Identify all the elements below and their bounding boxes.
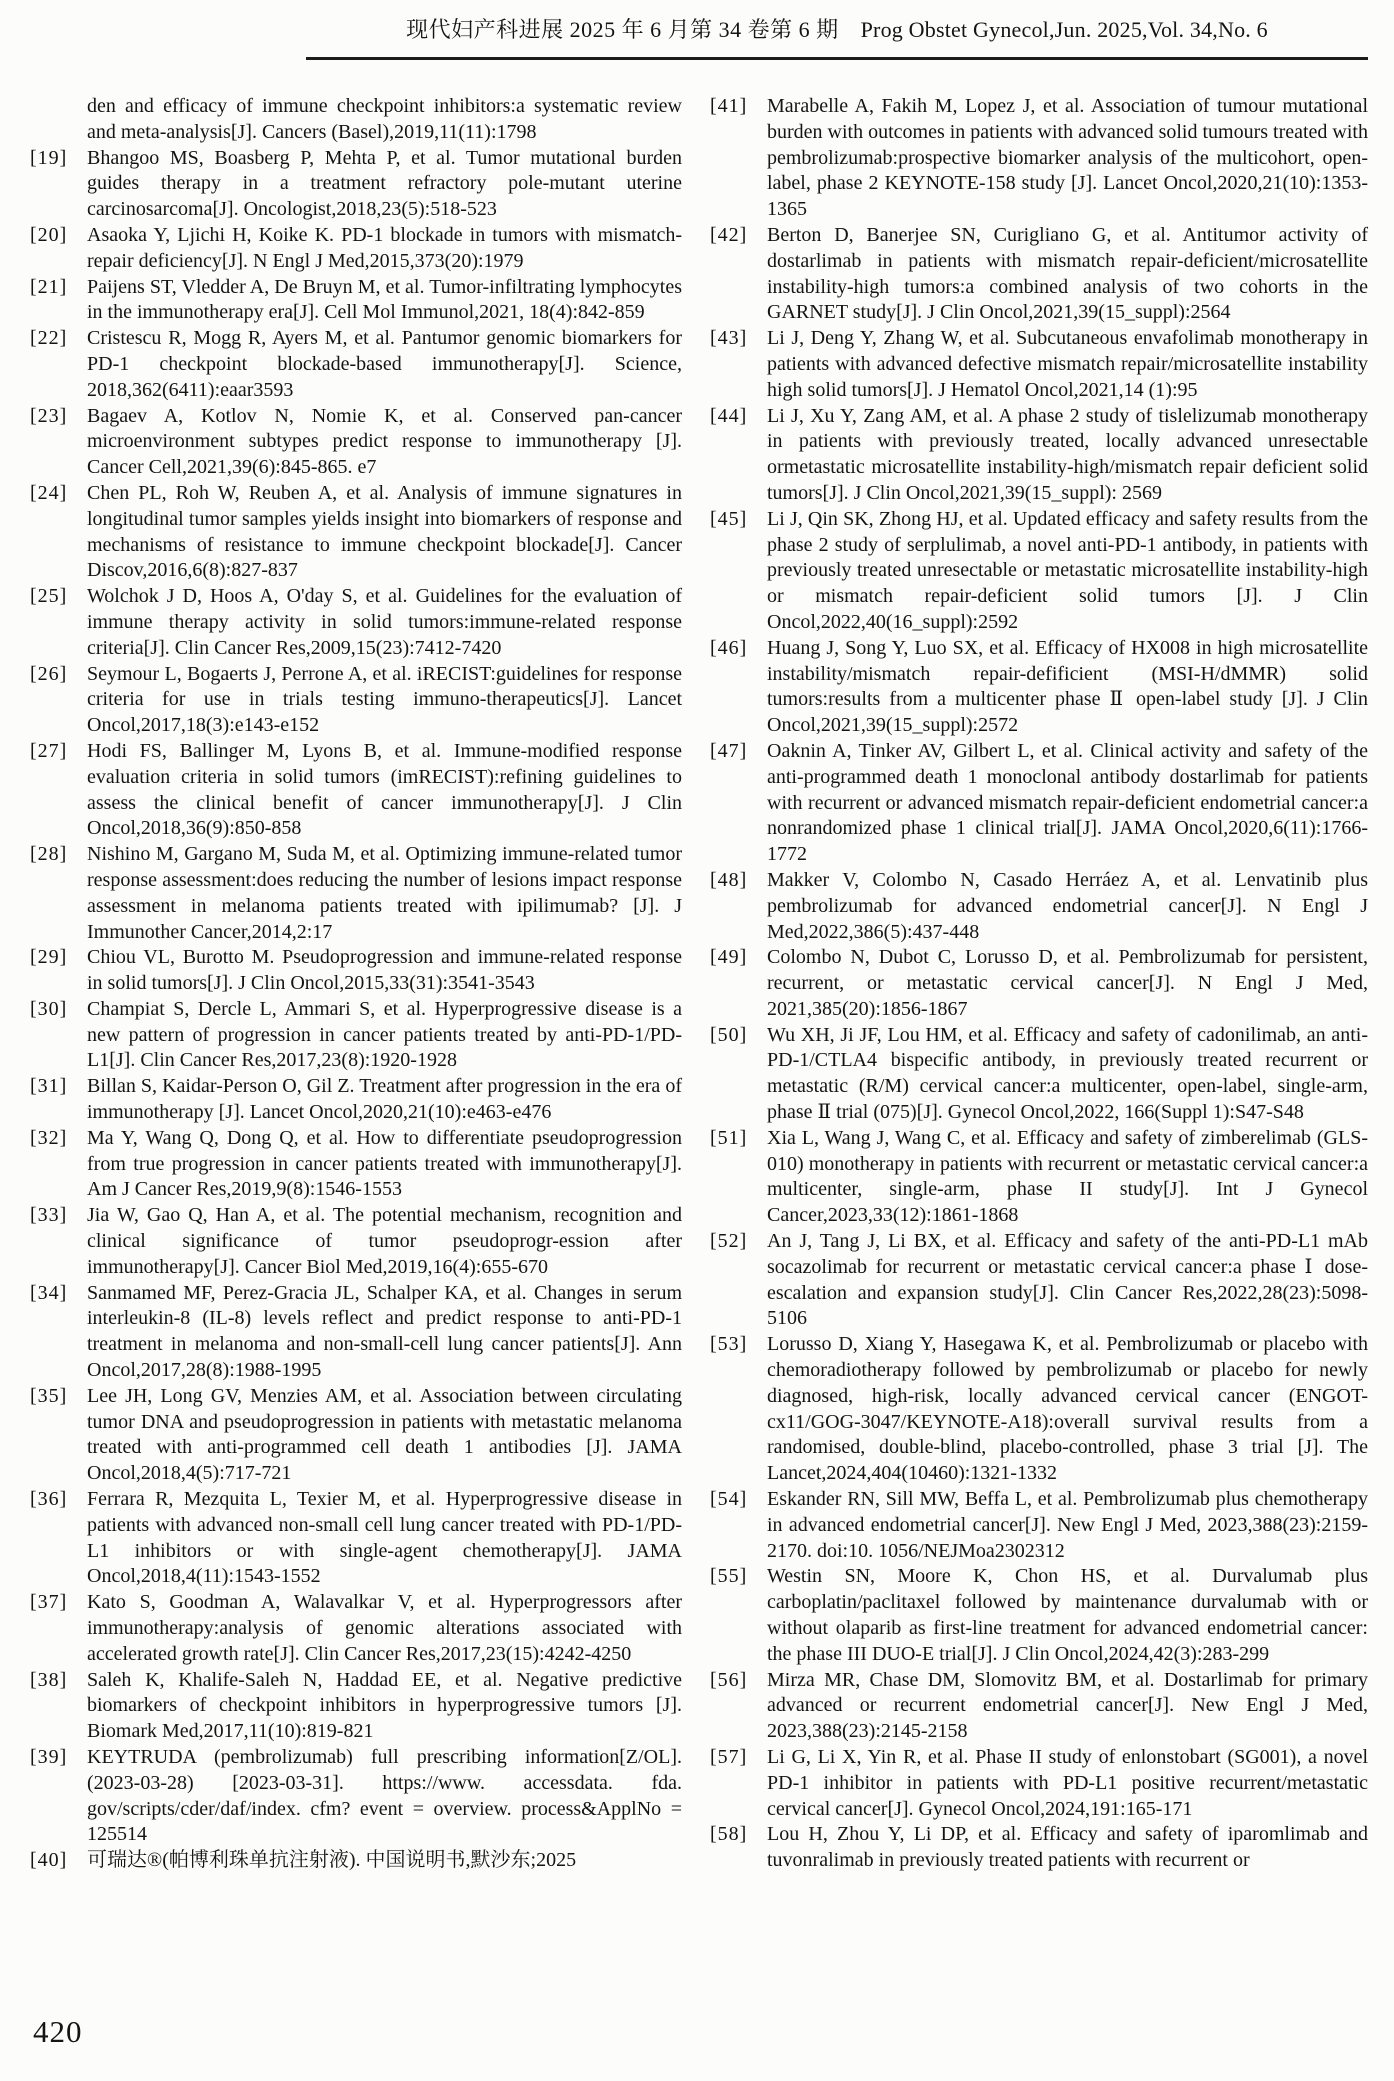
reference-text: Asaoka Y, Ljichi H, Koike K. PD-1 blockade in tumors with mismatch-repair deficiency[J]. N Engl J Med,2015,373(20):1979 [87, 223, 682, 272]
reference-item [710, 1126, 1368, 1229]
reference-text: Hodi FS, Ballinger M, Lyons B, et al. Immune-modified response evaluation criteria in solid tumors (imRECIST):refining guidelines to assess the clinical benefit of cancer immunotherapy[J]. J Clin Oncol,2018,36(9):850-858 [87, 739, 682, 840]
reference-item [30, 1848, 682, 1874]
reference-item [30, 326, 682, 403]
reference-number: [24] [30, 481, 68, 504]
reference-text: Lee JH, Long GV, Menzies AM, et al. Association between circulating tumor DNA and pseudoprogression in patients with metastatic melanoma treated with anti-programmed cell death 1 antibodies [J]. JAMA Oncol,2018,4(5):717-721 [87, 1384, 682, 1485]
reference-text: Nishino M, Gargano M, Suda M, et al. Optimizing immune-related tumor response assessment:does reducing the number of lesions impact response assessment in melanoma patients treated with ipilimumab? [J]. J Immunother Cancer,2014,2:17 [87, 843, 682, 943]
reference-number: [21] [30, 275, 68, 298]
reference-number: [58] [710, 1823, 748, 1846]
reference-number: [46] [710, 636, 748, 659]
reference-number: [33] [30, 1204, 68, 1227]
reference-number: [25] [30, 585, 68, 608]
reference-text: Berton D, Banerjee SN, Curigliano G, et al. Antitumor activity of dostarlimab in patients with mismatch repair-deficient/microsatellite instability-high tumors:a combined analysis of two cohorts in the GARNET study[J]. J Clin Oncol,2021,39(15_suppl):2564 [767, 223, 1368, 324]
reference-item [710, 1023, 1368, 1126]
reference-text: Sanmamed MF, Perez-Gracia JL, Schalper KA, et al. Changes in serum interleukin-8 (IL-8) levels reflect and predict response to anti-PD-1 treatment in melanoma and non-small-cell lung cancer patients[J]. Ann Oncol,2017,28(8):1988-1995 [87, 1281, 682, 1382]
reference-item [710, 1332, 1368, 1487]
reference-number: [40] [30, 1849, 68, 1872]
reference-item [710, 1745, 1368, 1822]
reference-item [30, 842, 682, 945]
reference-number: [23] [30, 404, 68, 427]
reference-item [710, 739, 1368, 868]
reference-text: Lou H, Zhou Y, Li DP, et al. Efficacy and safety of iparomlimab and tuvonralimab in previously treated patients with recurrent or [767, 1823, 1368, 1872]
reference-text: Eskander RN, Sill MW, Beffa L, et al. Pembrolizumab plus chemotherapy in advanced endometrial cancer[J]. New Engl J Med, 2023,388(23):2159-2170. doi:10. 1056/NEJMoa2302312 [767, 1488, 1368, 1562]
reference-item [30, 481, 682, 584]
reference-item [710, 636, 1368, 739]
reference-number: [30] [30, 997, 68, 1020]
reference-text: Champiat S, Dercle L, Ammari S, et al. Hyperprogressive disease is a new pattern of progression in cancer patients treated by anti-PD-1/PD-L1[J]. Clin Cancer Res,2017,23(8):1920-1928 [87, 997, 682, 1072]
reference-text: Li J, Qin SK, Zhong HJ, et al. Updated efficacy and safety results from the phase 2 study of serplulimab, a novel anti-PD-1 antibody, in patients with previously treated unresectable or metastatic microsatellite instability-high or mismatch repair-deficient solid tumors [J]. J Clin Oncol,2022,40(16_suppl):2592 [767, 507, 1368, 633]
reference-text: Huang J, Song Y, Luo SX, et al. Efficacy of HX008 in high microsatellite instability/mismatch repair-defificient (MSI-H/dMMR) solid tumors:results from a multicenter phase Ⅱ open-label study [J]. J Clin Oncol,2021,39(15_suppl):2572 [767, 636, 1368, 737]
reference-text: Paijens ST, Vledder A, De Bruyn M, et al. Tumor-infiltrating lymphocytes in the immunotherapy era[J]. Cell Mol Immunol,2021, 18(4):842-859 [87, 275, 682, 324]
reference-number: [32] [30, 1126, 68, 1149]
reference-number: [29] [30, 946, 68, 969]
reference-item [710, 1822, 1368, 1874]
reference-number: [52] [710, 1230, 748, 1253]
reference-number: [39] [30, 1746, 68, 1768]
reference-number: [53] [710, 1333, 748, 1356]
reference-text: den and efficacy of immune checkpoint inhibitors:a systematic review and meta-analysis[J]. Cancers (Basel),2019,11(11):1798 [87, 95, 682, 143]
reference-text: Lorusso D, Xiang Y, Hasegawa K, et al. Pembrolizumab or placebo with chemoradiotherapy followed by pembrolizumab or placebo for newly diagnosed, high-risk, locally advanced cervical cancer (ENGOT-cx11/GOG-3047/KEYNOTE-A18):overall survival results from a randomised, double-blind, placebo-controlled, phase 3 trial [J]. The Lancet,2024,404(10460):1321-1332 [767, 1333, 1368, 1485]
reference-number: [47] [710, 739, 748, 762]
reference-item [30, 1745, 682, 1848]
reference-number: [50] [710, 1023, 748, 1046]
reference-text: Xia L, Wang J, Wang C, et al. Efficacy and safety of zimberelimab (GLS-010) monotherapy in patients with recurrent or metastatic cervical cancer:a multicenter, single-arm, phase II study[J]. Int J Gynecol Cancer,2023,33(12):1861-1868 [767, 1126, 1368, 1227]
reference-text: 可瑞达®(帕博利珠单抗注射液). 中国说明书,默沙东;2025 [87, 1849, 577, 1872]
reference-number: [19] [30, 146, 68, 169]
reference-item [30, 404, 682, 481]
reference-text: Chen PL, Roh W, Reuben A, et al. Analysis of immune signatures in longitudinal tumor samples yields insight into biomarkers of response and mechanisms of resistance to immune checkpoint blockade[J]. Cancer Discov,2016,6(8):827-837 [87, 481, 682, 582]
reference-text: Oaknin A, Tinker AV, Gilbert L, et al. Clinical activity and safety of the anti-programmed death 1 monoclonal antibody dostarlimab for patients with recurrent or advanced mismatch repair-deficient endometrial cancer:a nonrandomized phase 1 clinical trial[J]. JAMA Oncol,2020,6(11):1766-1772 [767, 739, 1368, 866]
reference-item [710, 945, 1368, 1022]
reference-number: [45] [710, 507, 748, 530]
reference-item [710, 404, 1368, 507]
reference-text: Ferrara R, Mezquita L, Texier M, et al. Hyperprogressive disease in patients with advanced non-small cell lung cancer treated with PD-1/PD-L1 inhibitors or with single-agent chemotherapy[J]. JAMA Oncol,2018,4(11):1543-1552 [87, 1488, 682, 1588]
reference-text: KEYTRUDA (pembrolizumab) full prescribing information[Z/OL]. (2023-03-28) [2023-03-31]. https://www. accessdata. fda. gov/scripts/cder/daf/index. cfm? event = overview. process&ApplNo = 125514 [87, 1746, 682, 1846]
reference-text: Bhangoo MS, Boasberg P, Mehta P, et al. Tumor mutational burden guides therapy in a treatment refractory pole-mutant uterine carcinosarcoma[J]. Oncologist,2018,23(5):518-523 [87, 146, 682, 221]
reference-number: [28] [30, 843, 68, 866]
reference-number: [31] [30, 1075, 68, 1098]
reference-item [30, 662, 682, 739]
reference-number: [44] [710, 404, 748, 427]
reference-number: [34] [30, 1281, 68, 1304]
reference-number: [56] [710, 1668, 748, 1691]
reference-text: Wu XH, Ji JF, Lou HM, et al. Efficacy and safety of cadonilimab, an anti-PD-1/CTLA4 bispecific antibody, in previously treated recurrent or metastatic (R/M) cervical cancer:a multicenter, open-label, single-arm, phase Ⅱ trial (075)[J]. Gynecol Oncol,2022, 166(Suppl 1):S47-S48 [767, 1023, 1368, 1124]
reference-text: Billan S, Kaidar-Person O, Gil Z. Treatment after progression in the era of immunotherapy [J]. Lancet Oncol,2020,21(10):e463-e476 [87, 1075, 682, 1124]
reference-text: Chiou VL, Burotto M. Pseudoprogression and immune-related response in solid tumors[J]. J Clin Oncol,2015,33(31):3541-3543 [87, 946, 682, 995]
reference-item [30, 146, 682, 223]
reference-item [710, 223, 1368, 326]
reference-text: Cristescu R, Mogg R, Ayers M, et al. Pantumor genomic biomarkers for PD-1 checkpoint blockade-based immunotherapy[J]. Science, 2018,362(6411):eaar3593 [87, 327, 682, 401]
reference-text: Jia W, Gao Q, Han A, et al. The potential mechanism, recognition and clinical significance of tumor pseudoprogr-ession after immunotherapy[J]. Cancer Biol Med,2019,16(4):655-670 [87, 1204, 682, 1278]
reference-item [30, 1074, 682, 1126]
reference-item [30, 739, 682, 842]
references-right-column [710, 94, 1368, 1874]
reference-number: [48] [710, 868, 748, 891]
reference-number: [27] [30, 739, 68, 762]
reference-number: [35] [30, 1384, 68, 1407]
reference-item [30, 997, 682, 1074]
reference-number: [51] [710, 1126, 748, 1149]
reference-text: Kato S, Goodman A, Walavalkar V, et al. Hyperprogressors after immunotherapy:analysis of genomic alterations associated with accelerated growth rate[J]. Clin Cancer Res,2017,23(15):4242-4250 [87, 1591, 682, 1665]
reference-item [710, 1564, 1368, 1667]
reference-item [710, 1487, 1368, 1564]
reference-item [710, 507, 1368, 636]
reference-item [30, 1384, 682, 1487]
reference-item [30, 1590, 682, 1667]
reference-item [30, 275, 682, 327]
reference-item [710, 94, 1368, 223]
reference-item [30, 1281, 682, 1384]
reference-text: Ma Y, Wang Q, Dong Q, et al. How to differentiate pseudoprogression from true progression in cancer patients treated with immunotherapy[J]. Am J Cancer Res,2019,9(8):1546-1553 [87, 1126, 682, 1201]
reference-text: Li J, Xu Y, Zang AM, et al. A phase 2 study of tislelizumab monotherapy in patients with previously treated, locally advanced unresectable ormetastatic microsatellite instability-high/mismatch repair deficient solid tumors[J]. J Clin Oncol,2021,39(15_suppl): 2569 [767, 404, 1368, 504]
reference-item [30, 1203, 682, 1280]
reference-text: Westin SN, Moore K, Chon HS, et al. Durvalumab plus carboplatin/paclitaxel followed by maintenance durvalumab with or without olaparib as first-line treatment for advanced endometrial cancer: the phase III DUO-E trial[J]. J Clin Oncol,2024,42(3):283-299 [767, 1565, 1368, 1665]
reference-text: Seymour L, Bogaerts J, Perrone A, et al. iRECIST:guidelines for response criteria for use in trials testing immuno-therapeutics[J]. Lancet Oncol,2017,18(3):e143-e152 [87, 662, 682, 737]
reference-text: Saleh K, Khalife-Saleh N, Haddad EE, et al. Negative predictive biomarkers of checkpoint inhibitors in hyperprogressive tumors [J]. Biomark Med,2017,11(10):819-821 [87, 1668, 682, 1743]
reference-number: [26] [30, 662, 68, 685]
reference-text: Li J, Deng Y, Zhang W, et al. Subcutaneous envafolimab monotherapy in patients with advanced defective mismatch repair/microsatellite instability high solid tumors[J]. J Hematol Oncol,2021,14 (1):95 [767, 327, 1368, 401]
reference-number: [43] [710, 327, 748, 350]
page-number: 420 [33, 2014, 83, 2049]
reference-number: [42] [710, 223, 748, 246]
reference-number: [57] [710, 1746, 748, 1768]
references-left-column [30, 94, 682, 1874]
journal-title-cn: 现代妇产科进展 2025 年 6 月第 34 卷第 6 期 [406, 17, 839, 42]
journal-title-en: Prog Obstet Gynecol,Jun. 2025,Vol. 34,No. 6 [860, 17, 1268, 42]
reference-number: [54] [710, 1488, 748, 1511]
reference-text: An J, Tang J, Li BX, et al. Efficacy and safety of the anti-PD-L1 mAb socazolimab for recurrent or metastatic cervical cancer:a phase Ⅰ dose-escalation and expansion study[J]. Clin Cancer Res,2022,28(23):5098-5106 [767, 1230, 1368, 1330]
reference-item [30, 1668, 682, 1745]
reference-item [30, 223, 682, 275]
reference-item [710, 1668, 1368, 1745]
reference-item [710, 326, 1368, 403]
reference-item [710, 1229, 1368, 1332]
reference-text: Wolchok J D, Hoos A, O'day S, et al. Guidelines for the evaluation of immune therapy activity in solid tumors:immune-related response criteria[J]. Clin Cancer Res,2009,15(23):7412-7420 [87, 585, 682, 659]
reference-number: [41] [710, 95, 748, 117]
reference-item [710, 868, 1368, 945]
reference-item [30, 1487, 682, 1590]
reference-text: Bagaev A, Kotlov N, Nomie K, et al. Conserved pan-cancer microenvironment subtypes predict response to immunotherapy [J]. Cancer Cell,2021,39(6):845-865. e7 [87, 404, 682, 479]
reference-number: [20] [30, 223, 68, 246]
running-head [306, 14, 1368, 60]
reference-text: Mirza MR, Chase DM, Slomovitz BM, et al. Dostarlimab for primary advanced or recurrent endometrial cancer[J]. New Engl J Med, 2023,388(23):2145-2158 [767, 1668, 1368, 1743]
reference-item [30, 945, 682, 997]
reference-number: [37] [30, 1591, 68, 1614]
reference-number: [49] [710, 946, 748, 969]
reference-item [30, 94, 682, 146]
reference-item [30, 584, 682, 661]
reference-text: Li G, Li X, Yin R, et al. Phase II study of enlonstobart (SG001), a novel PD-1 inhibitor in patients with PD-L1 positive recurrent/metastatic cervical cancer[J]. Gynecol Oncol,2024,191:165-171 [767, 1746, 1368, 1820]
reference-number: [55] [710, 1565, 748, 1588]
reference-number: [36] [30, 1488, 68, 1511]
reference-text: Marabelle A, Fakih M, Lopez J, et al. Association of tumour mutational burden with outcomes in patients with advanced solid tumours treated with pembrolizumab:prospective biomarker analysis of the multicohort, open-label, phase 2 KEYNOTE-158 study [J]. Lancet Oncol,2020,21(10):1353-1365 [767, 95, 1368, 221]
reference-number: [38] [30, 1668, 68, 1691]
reference-item [30, 1126, 682, 1203]
reference-text: Makker V, Colombo N, Casado Herráez A, et al. Lenvatinib plus pembrolizumab for advanced endometrial cancer[J]. N Engl J Med,2022,386(5):437-448 [767, 868, 1368, 943]
reference-number: [22] [30, 327, 68, 350]
reference-text: Colombo N, Dubot C, Lorusso D, et al. Pembrolizumab for persistent, recurrent, or metastatic cervical cancer[J]. N Engl J Med, 2021,385(20):1856-1867 [767, 946, 1368, 1020]
